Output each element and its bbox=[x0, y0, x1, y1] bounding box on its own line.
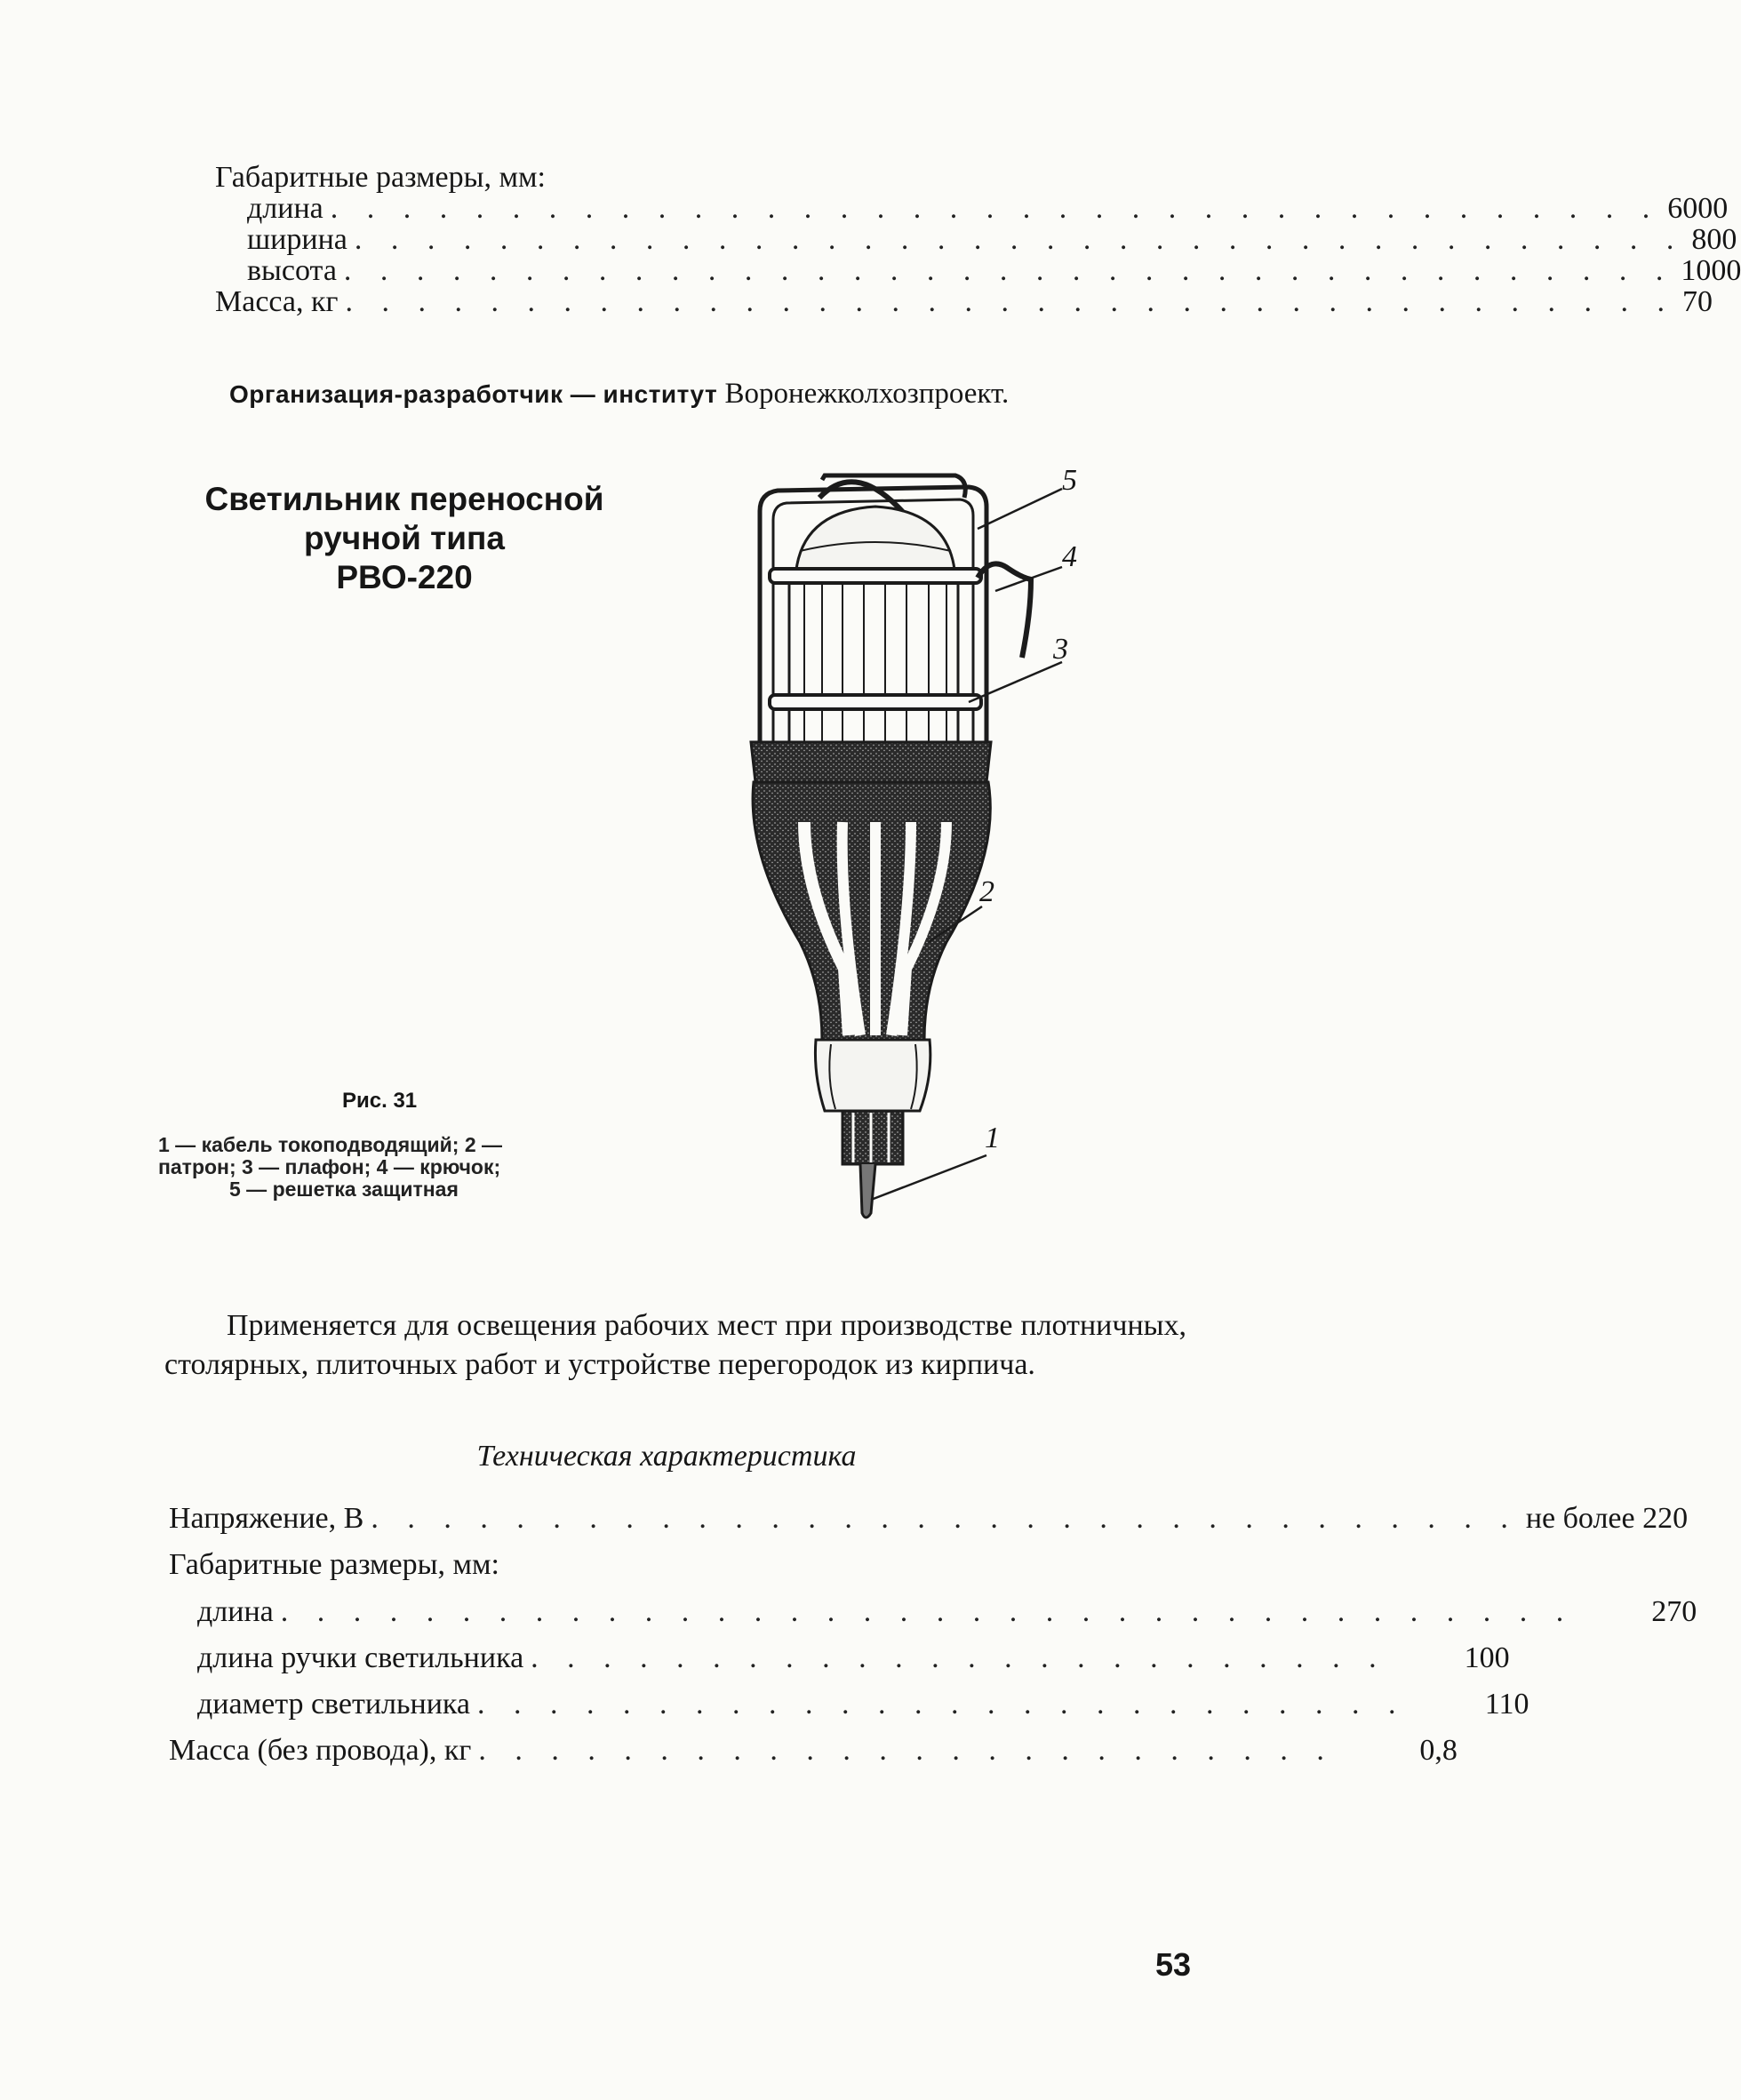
leader-dots: . . . . . . . . . . . . . . . . . . . . . . . . bbox=[478, 1734, 1335, 1767]
spec-label: высота bbox=[247, 254, 337, 287]
spec-value: 270 bbox=[1651, 1595, 1697, 1628]
caption-line-1: 1 — кабель токоподводящий; 2 — bbox=[158, 1133, 503, 1156]
caption-line-2: патрон; 3 — плафон; 4 — крючок; bbox=[158, 1155, 501, 1178]
spec-row-voltage bbox=[169, 1502, 1689, 1536]
spec-label: ширина bbox=[247, 223, 347, 256]
callout-5: 5 bbox=[1062, 464, 1077, 497]
spec-row-handle-length bbox=[197, 1641, 1510, 1675]
spec-label: Напряжение, В bbox=[169, 1502, 364, 1535]
spec-value: 800 bbox=[1691, 223, 1737, 256]
spec-dimensions-heading: Габаритные размеры, мм: bbox=[169, 1548, 499, 1581]
organization-name: Воронежколхозпроект. bbox=[724, 378, 1010, 410]
spec-value: 6000 bbox=[1667, 192, 1729, 225]
tech-characteristics-heading: Техническая характеристика bbox=[476, 1440, 857, 1473]
spec-label: длина bbox=[247, 192, 323, 225]
spec-value: 70 bbox=[1681, 285, 1713, 318]
spec-row-mass bbox=[169, 1734, 1457, 1768]
spec-value: 110 bbox=[1484, 1688, 1529, 1721]
leader-dots: . . . . . . . . . . . . . . . . . . . . . . . . . . . . . . . . bbox=[371, 1502, 1519, 1535]
description-paragraph: Применяется для освещения рабочих мест при производстве плотничных, столярных, плиточных работ и устройстве перегородок из кирпича. bbox=[164, 1309, 1186, 1381]
spec-label: Масса (без провода), кг bbox=[169, 1734, 472, 1767]
spec-row-diameter bbox=[197, 1688, 1529, 1721]
leader-dots: . . . . . . . . . . . . . . . . . . . . . . . . bbox=[531, 1641, 1387, 1674]
leader-dots: . . . . . . . . . . . . . . . . . . . . . . . . . . . . . . . . . . . . . bbox=[330, 192, 1661, 225]
leader-dots: . . . . . . . . . . . . . . . . . . . . . . . . . . . . . . . . . . . . bbox=[280, 1595, 1575, 1628]
caption-line-3: 5 — решетка защитная bbox=[229, 1178, 459, 1201]
top-dimensions-heading: Габаритные размеры, мм: bbox=[215, 161, 546, 194]
leader-dots: . . . . . . . . . . . . . . . . . . . . . . . . . . . . . . . . . . . . . bbox=[345, 285, 1675, 318]
callout-3: 3 bbox=[1053, 633, 1068, 666]
organization-label: Организация-разработчик — институт bbox=[229, 380, 718, 408]
spec-value: не более 220 bbox=[1525, 1502, 1689, 1535]
lamp-drawing bbox=[751, 475, 1062, 1218]
spec-row-length bbox=[197, 1595, 1697, 1629]
title-line-3: РВО-220 bbox=[336, 559, 473, 595]
figure-caption bbox=[158, 1134, 638, 1201]
spec-label: длина bbox=[197, 1595, 274, 1628]
title-line-1: Светильник переносной bbox=[204, 481, 604, 517]
spec-value: 100 bbox=[1464, 1641, 1510, 1674]
spec-label: Масса, кг bbox=[215, 285, 339, 318]
figure-label: Рис. 31 bbox=[342, 1089, 418, 1113]
spec-label: длина ручки светильника bbox=[197, 1641, 524, 1674]
spec-label: диаметр светильника bbox=[197, 1688, 471, 1721]
title-line-2: ручной типа bbox=[304, 520, 505, 556]
page-number: 53 bbox=[1155, 1946, 1192, 1983]
callout-2: 2 bbox=[979, 875, 994, 908]
callout-1: 1 bbox=[985, 1122, 1000, 1154]
spec-value: 0,8 bbox=[1419, 1734, 1457, 1767]
leader-dots: . . . . . . . . . . . . . . . . . . . . . . . . . . bbox=[477, 1688, 1407, 1721]
spec-value: 1000 bbox=[1681, 254, 1741, 287]
leader-dots: . . . . . . . . . . . . . . . . . . . . . . . . . . . . . . . . . . . . . bbox=[343, 254, 1674, 287]
leader-dots: . . . . . . . . . . . . . . . . . . . . . . . . . . . . . . . . . . . . . bbox=[354, 223, 1685, 256]
callout-4: 4 bbox=[1062, 540, 1077, 573]
